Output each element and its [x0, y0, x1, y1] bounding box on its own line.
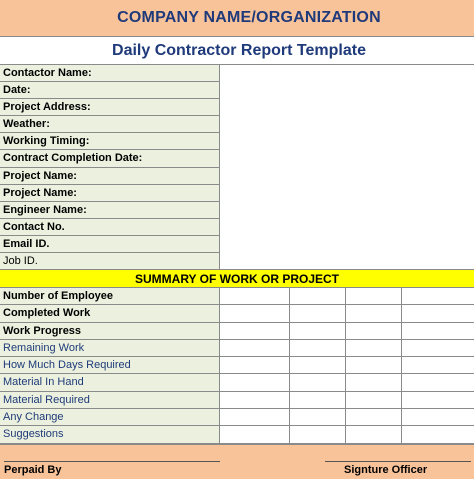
- row-label-days-required: How Much Days Required: [0, 357, 220, 373]
- info-label-contact-no: Contact No.: [0, 219, 220, 236]
- info-label-contract-completion-date: Contract Completion Date:: [0, 150, 220, 167]
- table-cell[interactable]: [346, 288, 402, 304]
- table-cell[interactable]: [290, 357, 346, 373]
- report-title-bar: [0, 38, 474, 65]
- info-value-area[interactable]: [220, 65, 474, 270]
- table-cell[interactable]: [220, 288, 290, 304]
- table-cell[interactable]: [346, 426, 402, 442]
- table-cell[interactable]: [346, 340, 402, 356]
- info-section: [0, 65, 474, 270]
- table-cell[interactable]: [290, 409, 346, 425]
- info-label-project-address: Project Address:: [0, 99, 220, 116]
- table-row: [0, 288, 474, 305]
- row-label-material-required: Material Required: [0, 392, 220, 408]
- table-row: [0, 357, 474, 374]
- info-label-date: Date:: [0, 82, 220, 99]
- table-row: [0, 374, 474, 391]
- table-cell[interactable]: [346, 305, 402, 321]
- table-row: [0, 409, 474, 426]
- info-label-job-id: Job ID.: [0, 253, 220, 270]
- table-row: [0, 426, 474, 443]
- officer-signature-line[interactable]: [325, 461, 471, 462]
- table-cell[interactable]: [402, 392, 474, 408]
- row-label-number-of-employee: Number of Employee: [0, 288, 220, 304]
- prepared-by-label: Perpaid By: [4, 464, 62, 476]
- row-label-remaining-work: Remaining Work: [0, 340, 220, 356]
- table-cell[interactable]: [402, 323, 474, 339]
- table-cell[interactable]: [290, 392, 346, 408]
- table-cell[interactable]: [402, 305, 474, 321]
- table-cell[interactable]: [220, 305, 290, 321]
- row-label-completed-work: Completed Work: [0, 305, 220, 321]
- summary-title: SUMMARY OF WORK OR PROJECT: [134, 271, 339, 286]
- company-header: [0, 0, 474, 37]
- info-label-contractor-name: Contactor Name:: [0, 65, 220, 82]
- signature-footer: [0, 444, 474, 479]
- row-label-any-change: Any Change: [0, 409, 220, 425]
- row-label-work-progress: Work Progress: [0, 323, 220, 339]
- info-label-email-id: Email ID.: [0, 236, 220, 253]
- table-cell[interactable]: [402, 288, 474, 304]
- table-row: [0, 392, 474, 409]
- row-label-material-in-hand: Material In Hand: [0, 374, 220, 390]
- summary-header: [0, 270, 474, 288]
- signature-officer-label: Signture Officer: [344, 464, 428, 476]
- table-cell[interactable]: [346, 357, 402, 373]
- table-cell[interactable]: [290, 374, 346, 390]
- table-cell[interactable]: [290, 340, 346, 356]
- table-cell[interactable]: [402, 374, 474, 390]
- info-label-project-name: Project Name:: [0, 168, 220, 185]
- info-label-weather: Weather:: [0, 116, 220, 133]
- info-label-project-name-2: Project Name:: [0, 185, 220, 202]
- table-cell[interactable]: [220, 392, 290, 408]
- table-cell[interactable]: [346, 392, 402, 408]
- table-cell[interactable]: [290, 288, 346, 304]
- table-cell[interactable]: [290, 426, 346, 442]
- summary-table: [0, 288, 474, 444]
- table-cell[interactable]: [346, 409, 402, 425]
- table-cell[interactable]: [290, 305, 346, 321]
- table-cell[interactable]: [290, 323, 346, 339]
- company-name: COMPANY NAME/ORGANIZATION: [117, 9, 381, 26]
- table-cell[interactable]: [402, 426, 474, 442]
- table-cell[interactable]: [220, 357, 290, 373]
- row-label-suggestions: Suggestions: [0, 426, 220, 442]
- table-row: [0, 323, 474, 340]
- table-cell[interactable]: [220, 426, 290, 442]
- table-cell[interactable]: [402, 357, 474, 373]
- table-cell[interactable]: [220, 374, 290, 390]
- table-cell[interactable]: [346, 374, 402, 390]
- table-cell[interactable]: [220, 323, 290, 339]
- info-label-working-timing: Working Timing:: [0, 133, 220, 150]
- prepared-by-signature-line[interactable]: [4, 461, 220, 462]
- info-label-column: [0, 65, 220, 270]
- table-cell[interactable]: [220, 409, 290, 425]
- table-row: [0, 305, 474, 322]
- report-title: Daily Contractor Report Template: [112, 42, 366, 59]
- table-cell[interactable]: [220, 340, 290, 356]
- table-cell[interactable]: [402, 340, 474, 356]
- table-cell[interactable]: [402, 409, 474, 425]
- info-label-engineer-name: Engineer Name:: [0, 202, 220, 219]
- table-row: [0, 340, 474, 357]
- table-cell[interactable]: [346, 323, 402, 339]
